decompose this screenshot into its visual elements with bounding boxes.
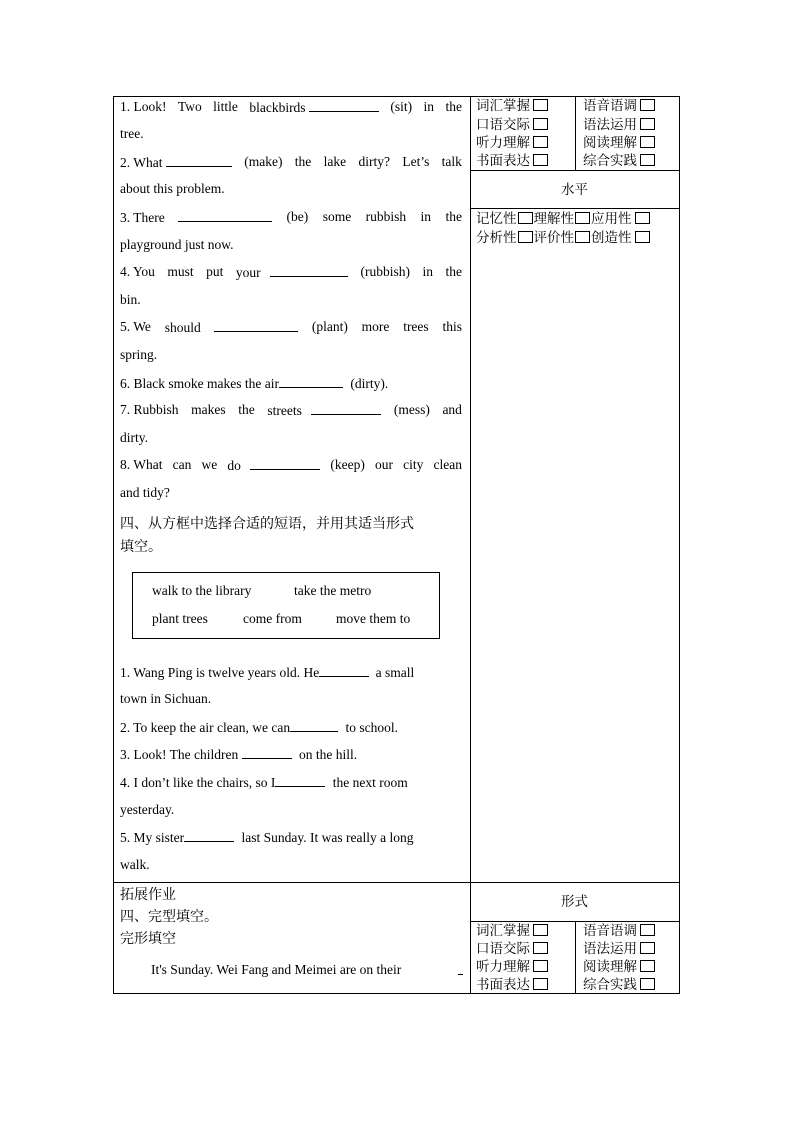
passage-start: It's Sunday. Wei Fang and Meimei are on their	[151, 962, 402, 977]
exercise-item-7-cont: dirty.	[120, 430, 148, 445]
checkbox[interactable]	[640, 978, 655, 990]
answer-blank[interactable]	[184, 829, 234, 842]
section4-item-2: 2. To keep the air clean, we can to school.	[120, 720, 398, 735]
exercise-item-1-cont: tree.	[120, 126, 144, 141]
answer-blank[interactable]	[250, 457, 320, 470]
exercise-item-2-cont: about this problem.	[120, 181, 225, 196]
exercise-item-2: 2. What (make) the lake dirty? Let’s talk	[120, 154, 462, 170]
exercise-item-3: 3. There (be) some rubbish in the	[120, 209, 462, 225]
section4-item-1-cont: town in Sichuan.	[120, 691, 212, 706]
section4-item-5: 5. My sister last Sunday. It was really a long	[120, 830, 414, 845]
row-divider-skills	[470, 170, 680, 171]
section4-item-1: 1. Wang Ping is twelve years old. He a small	[120, 665, 415, 680]
skill-oral: 口语交际	[476, 117, 548, 133]
exercise-item-1: 1. Look! Two little blackbirds (sit) in the	[120, 99, 462, 115]
skill-phonetics: 语音语调	[583, 98, 655, 114]
answer-blank[interactable]	[275, 774, 325, 787]
skill-phonetics: 语音语调	[583, 923, 655, 939]
phrase-take-metro: take the metro	[294, 583, 372, 598]
row-divider-extension	[113, 882, 680, 883]
skill-listening: 听力理解	[476, 135, 548, 151]
level-header: 水平	[561, 182, 588, 198]
skill-vocab: 词汇掌握	[476, 923, 548, 939]
answer-blank[interactable]	[319, 664, 369, 677]
levels-row-1: 记忆性 理解性 应用性	[476, 211, 650, 227]
passage-blank-mark	[458, 962, 463, 979]
answer-blank[interactable]	[242, 746, 292, 759]
checkbox[interactable]	[635, 231, 650, 243]
answer-blank[interactable]	[166, 154, 232, 167]
extension-title: 拓展作业	[120, 887, 176, 903]
checkbox[interactable]	[640, 118, 655, 130]
checkbox[interactable]	[533, 978, 548, 990]
skill-grammar: 语法运用	[583, 941, 655, 957]
skill-practice: 综合实践	[583, 977, 655, 993]
phrase-come-from: come from	[243, 611, 302, 626]
skill-grid-divider-top	[575, 96, 576, 170]
exercise-item-4-cont: bin.	[120, 292, 141, 307]
checkbox[interactable]	[635, 212, 650, 224]
exercise-item-5: 5. We should (plant) more trees this	[120, 319, 462, 335]
skill-writing: 书面表达	[476, 153, 548, 169]
skill-writing: 书面表达	[476, 977, 548, 993]
section4-title-line1: 四、从方框中选择合适的短语，并用其适当形式	[120, 516, 414, 532]
exercise-item-3-cont: playground just now.	[120, 237, 234, 252]
checkbox[interactable]	[533, 960, 548, 972]
checkbox[interactable]	[575, 231, 590, 243]
skill-practice: 综合实践	[583, 153, 655, 169]
section4-title-line2: 填空。	[120, 539, 162, 555]
exercise-item-8: 8. What can we do (keep) our city clean	[120, 457, 462, 473]
checkbox[interactable]	[533, 136, 548, 148]
answer-blank[interactable]	[311, 402, 381, 415]
section4-item-4-cont: yesterday.	[120, 802, 175, 817]
exercise-item-5-cont: spring.	[120, 347, 158, 362]
checkbox[interactable]	[640, 924, 655, 936]
levels-row-2: 分析性 评价性 创造性	[476, 230, 650, 246]
answer-blank[interactable]	[279, 375, 343, 388]
checkbox[interactable]	[533, 924, 548, 936]
checkbox[interactable]	[518, 212, 533, 224]
row-divider-form	[470, 921, 680, 922]
phrase-walk-to-library: walk to the library	[152, 583, 252, 598]
answer-blank[interactable]	[214, 319, 298, 332]
section4-item-3: 3. Look! The children on the hill.	[120, 747, 358, 762]
exercise-item-6: 6. Black smoke makes the air (dirty).	[120, 376, 389, 391]
checkbox[interactable]	[640, 960, 655, 972]
section4-item-4: 4. I don’t like the chairs, so I the next room	[120, 775, 408, 790]
column-divider	[470, 96, 471, 994]
answer-blank[interactable]	[309, 99, 379, 112]
answer-blank[interactable]	[178, 209, 272, 222]
checkbox[interactable]	[640, 942, 655, 954]
checkbox[interactable]	[533, 118, 548, 130]
checkbox[interactable]	[533, 942, 548, 954]
exercise-item-4: 4. You must put your (rubbish) in the	[120, 264, 462, 280]
checkbox[interactable]	[533, 154, 548, 166]
row-divider-level	[470, 208, 680, 209]
checkbox[interactable]	[533, 99, 548, 111]
skill-grammar: 语法运用	[583, 117, 655, 133]
checkbox[interactable]	[575, 212, 590, 224]
extension-subtitle: 四、完型填空。	[120, 909, 218, 925]
answer-blank[interactable]	[270, 264, 348, 277]
skill-grid-divider-bottom	[575, 921, 576, 994]
phrase-plant-trees: plant trees	[152, 611, 208, 626]
checkbox[interactable]	[518, 231, 533, 243]
extension-sub2: 完形填空	[120, 931, 176, 947]
checkbox[interactable]	[640, 99, 655, 111]
phrase-move-them-to: move them to	[336, 611, 411, 626]
exercise-item-8-cont: and tidy?	[120, 485, 170, 500]
form-header: 形式	[561, 894, 588, 910]
skill-reading: 阅读理解	[583, 959, 655, 975]
skill-vocab: 词汇掌握	[476, 98, 548, 114]
checkbox[interactable]	[640, 136, 655, 148]
skill-oral: 口语交际	[476, 941, 548, 957]
checkbox[interactable]	[640, 154, 655, 166]
answer-blank[interactable]	[290, 719, 338, 732]
section4-item-5-cont: walk.	[120, 857, 150, 872]
skill-listening: 听力理解	[476, 959, 548, 975]
skill-reading: 阅读理解	[583, 135, 655, 151]
exercise-item-7: 7. Rubbish makes the streets (mess) and	[120, 402, 462, 418]
